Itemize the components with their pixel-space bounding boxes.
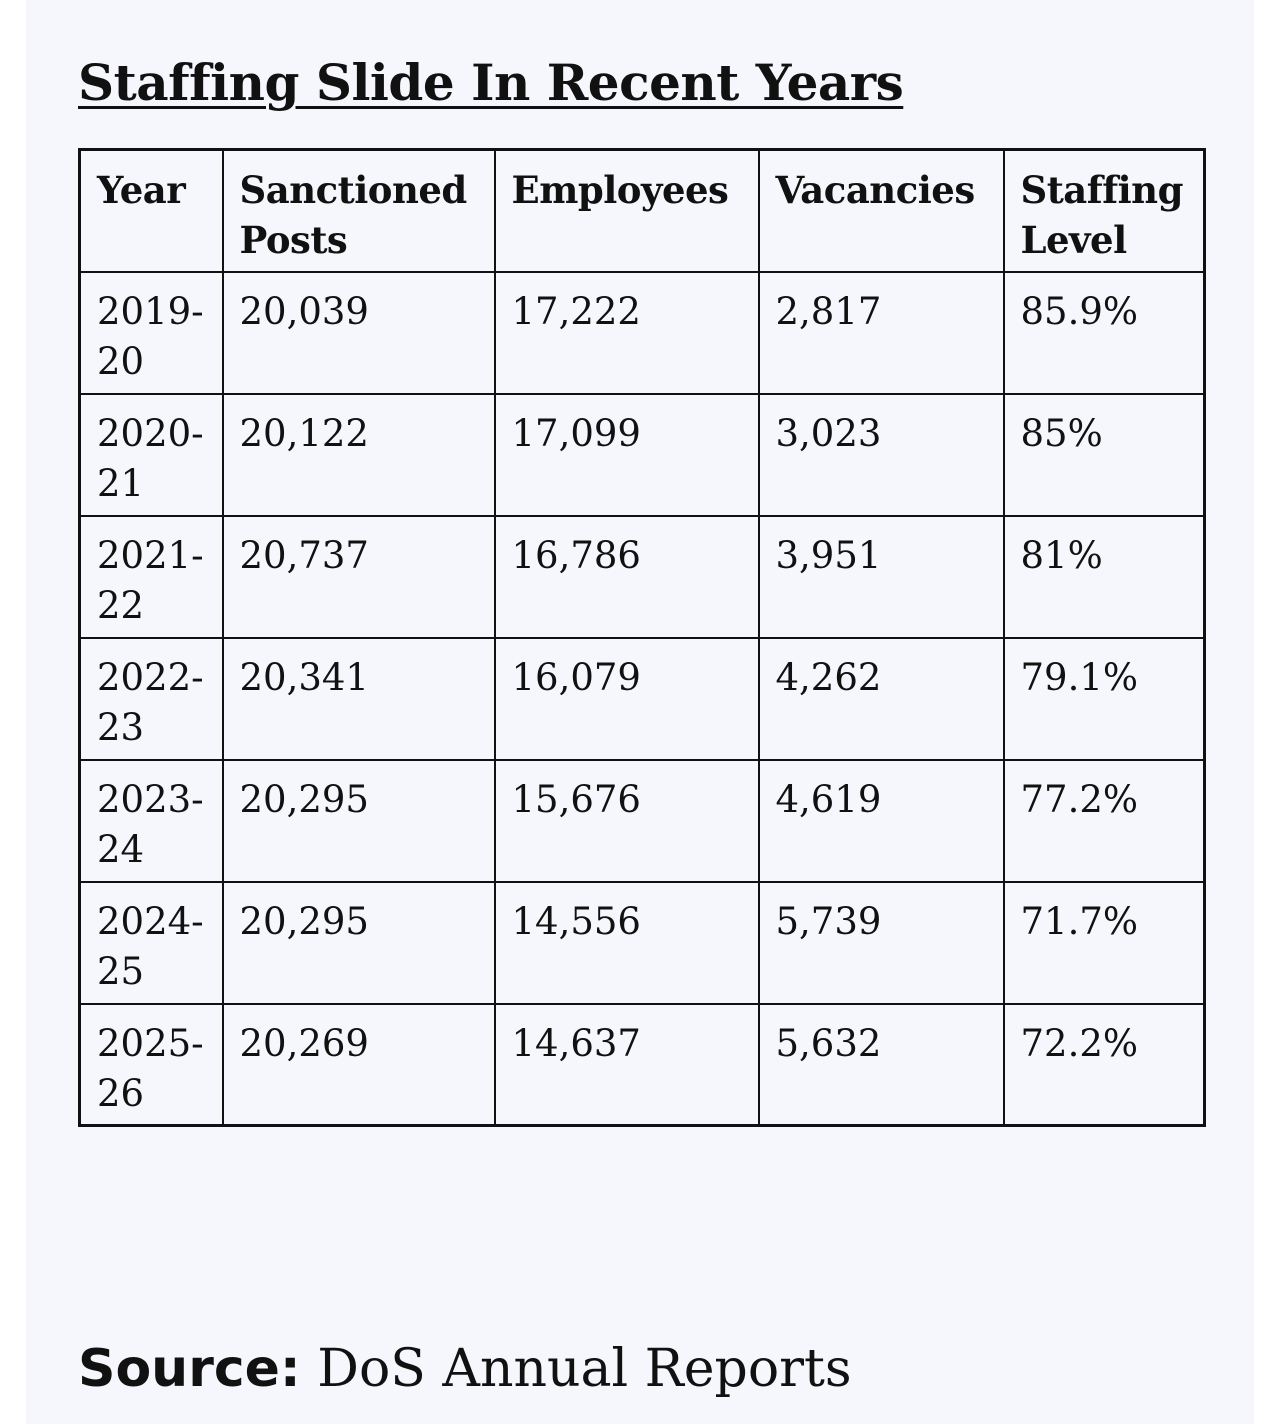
cell-staffing-level: 72.2%	[1004, 1004, 1205, 1126]
cell-staffing-level: 81%	[1004, 516, 1205, 638]
table-row	[80, 638, 1205, 760]
cell-year: 2019-20	[80, 272, 223, 394]
cell-year: 2021-22	[80, 516, 223, 638]
table-header-row	[80, 150, 1205, 272]
header-vacancies: Vacancies	[759, 150, 1004, 272]
cell-employees: 17,222	[495, 272, 759, 394]
cell-employees: 16,786	[495, 516, 759, 638]
cell-staffing-level: 79.1%	[1004, 638, 1205, 760]
page-title: Staffing Slide In Recent Years	[78, 53, 904, 112]
cell-vacancies: 5,632	[759, 1004, 1004, 1126]
cell-vacancies: 2,817	[759, 272, 1004, 394]
cell-staffing-level: 85.9%	[1004, 272, 1205, 394]
cell-employees: 17,099	[495, 394, 759, 516]
cell-staffing-level: 77.2%	[1004, 760, 1205, 882]
cell-year: 2025-26	[80, 1004, 223, 1126]
table-row	[80, 1004, 1205, 1126]
cell-year: 2022-23	[80, 638, 223, 760]
header-sanctioned-posts: Sanctioned Posts	[223, 150, 495, 272]
table-row	[80, 394, 1205, 516]
cell-sanctioned-posts: 20,341	[223, 638, 495, 760]
header-staffing-level: Staffing Level	[1004, 150, 1205, 272]
source-text: DoS Annual Reports	[317, 1339, 852, 1399]
cell-employees: 15,676	[495, 760, 759, 882]
table-row	[80, 272, 1205, 394]
cell-employees: 14,637	[495, 1004, 759, 1126]
cell-vacancies: 5,739	[759, 882, 1004, 1004]
cell-sanctioned-posts: 20,122	[223, 394, 495, 516]
cell-sanctioned-posts: 20,295	[223, 760, 495, 882]
cell-staffing-level: 85%	[1004, 394, 1205, 516]
table-row	[80, 882, 1205, 1004]
header-employees: Employees	[495, 150, 759, 272]
cell-sanctioned-posts: 20,295	[223, 882, 495, 1004]
cell-vacancies: 3,023	[759, 394, 1004, 516]
source-label: Source:	[78, 1339, 301, 1399]
staffing-table	[78, 148, 1206, 1127]
cell-employees: 16,079	[495, 638, 759, 760]
page-background	[26, 0, 1254, 1424]
table-row	[80, 760, 1205, 882]
cell-sanctioned-posts: 20,269	[223, 1004, 495, 1126]
cell-vacancies: 3,951	[759, 516, 1004, 638]
cell-year: 2024-25	[80, 882, 223, 1004]
cell-employees: 14,556	[495, 882, 759, 1004]
cell-staffing-level: 71.7%	[1004, 882, 1205, 1004]
cell-vacancies: 4,619	[759, 760, 1004, 882]
source-note	[78, 1334, 852, 1404]
table-row	[80, 516, 1205, 638]
cell-year: 2023-24	[80, 760, 223, 882]
cell-sanctioned-posts: 20,737	[223, 516, 495, 638]
header-year: Year	[80, 150, 223, 272]
cell-vacancies: 4,262	[759, 638, 1004, 760]
cell-sanctioned-posts: 20,039	[223, 272, 495, 394]
cell-year: 2020-21	[80, 394, 223, 516]
